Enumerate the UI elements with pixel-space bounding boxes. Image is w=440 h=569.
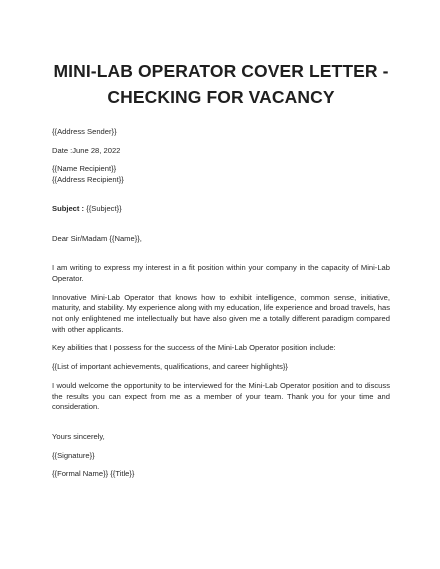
formal-name-title: {{Formal Name}} {{Title}}	[52, 469, 135, 479]
letter-title	[52, 58, 390, 110]
letter-date: Date :June 28, 2022	[52, 145, 121, 155]
recipient-block	[52, 164, 390, 185]
subject-line	[52, 204, 390, 215]
subject-value: {{Subject}}	[84, 203, 122, 213]
paragraph-experience: Innovative Mini-Lab Operator that knows how to exhibit intelligence, common sense, initiative, maturity, and stability. My experience along with my education, life experience and broad travels, has not only enlightened me intellectually but have also given me a totally different paradigm compared with other applicants.	[52, 292, 390, 334]
paragraph-intro: I am writing to express my interest in a fit position within your company in the capacity of Mini-Lab Operator.	[52, 263, 390, 283]
achievements-placeholder: {{List of important achievements, qualifications, and career highlights}}	[52, 362, 288, 372]
recipient-name: {{Name Recipient}}	[52, 164, 117, 174]
letter-title-line-2: CHECKING FOR VACANCY	[107, 87, 335, 107]
recipient-address: {{Address Recipient}}	[52, 175, 124, 185]
subject-label: Subject :	[52, 203, 85, 213]
salutation: Dear Sir/Madam {{Name}},	[52, 233, 142, 243]
sender-address: {{Address Sender}}	[52, 127, 117, 136]
letter-body	[52, 127, 390, 480]
signature: {{Signature}}	[52, 450, 95, 460]
letter-title-line-1: MINI-LAB OPERATOR COVER LETTER -	[53, 61, 389, 81]
paragraph-abilities: Key abilities that I possess for the success of the Mini-Lab Operator position include:	[52, 343, 336, 353]
sign-off: Yours sincerely,	[52, 431, 105, 441]
paragraph-interview: I would welcome the opportunity to be interviewed for the Mini-Lab Operator position and to discuss the results you can expect from me as a member of your team. Thank you for your time and consideration.	[52, 380, 390, 412]
